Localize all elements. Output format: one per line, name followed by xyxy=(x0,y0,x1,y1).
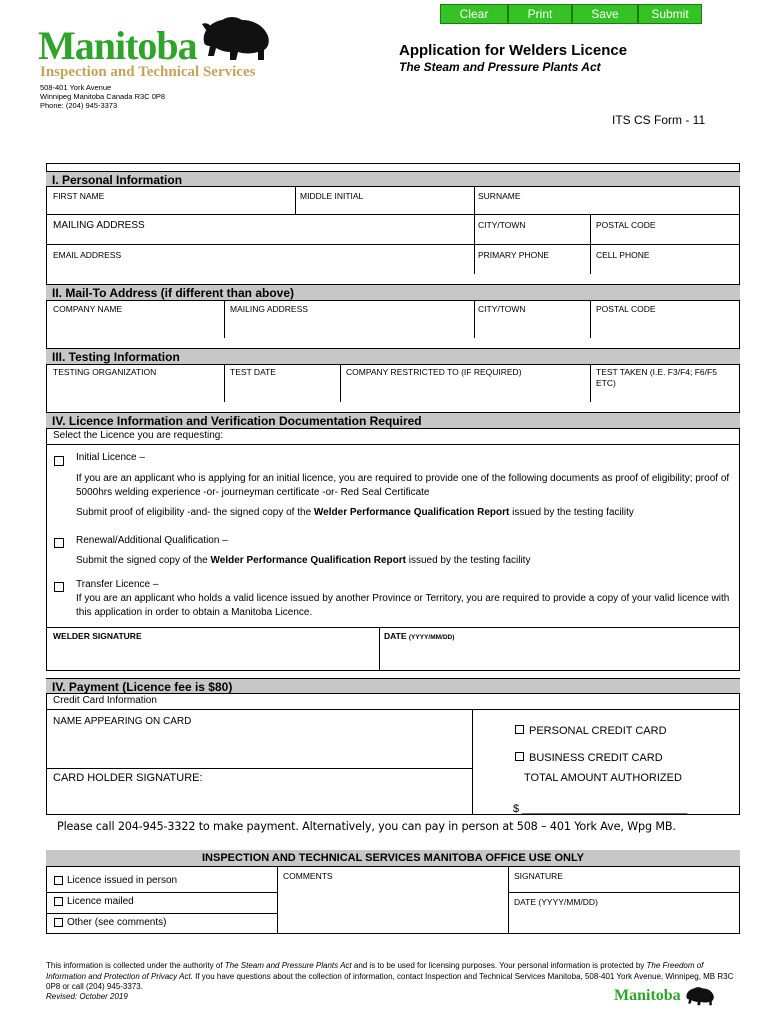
transfer-label: Transfer Licence – xyxy=(76,579,159,590)
renewal-submit: Submit the signed copy of the Welder Performance Qualification Report issued by the testing facility xyxy=(76,555,531,566)
name-on-card-field[interactable]: NAME APPEARING ON CARD xyxy=(53,716,192,727)
divider xyxy=(474,301,475,338)
signature-date-field[interactable]: DATE (YYYY/MM/DD) xyxy=(384,631,455,641)
company-restricted-field[interactable]: COMPANY RESTRICTED TO (IF REQUIRED) xyxy=(346,367,522,377)
initial-licence-submit: Submit proof of eligibility -and- the signed copy of the Welder Performance Qualification Report issued by the testing facility xyxy=(76,507,634,518)
credit-card-info-text: Credit Card Information xyxy=(53,695,157,706)
renewal-checkbox[interactable] xyxy=(54,538,64,548)
divider xyxy=(46,913,277,914)
personal-card-checkbox[interactable] xyxy=(515,725,524,734)
card-holder-signature-field[interactable]: CARD HOLDER SIGNATURE: xyxy=(53,772,203,784)
address-line-2: Winnipeg Manitoba Canada R3C 0P8 xyxy=(40,92,166,101)
transfer-desc: If you are an applicant who holds a valid licence issued by another Province or Territory, you are required to provide a copy of your valid licence with this application in order to obtain a Manitoba Licence. xyxy=(76,593,730,618)
divider xyxy=(224,301,225,338)
section-mailto-heading: II. Mail-To Address (if different than above) xyxy=(46,284,740,301)
issued-in-person-label: Licence issued in person xyxy=(67,875,178,886)
select-licence-text: Select the Licence you are requesting: xyxy=(53,430,224,441)
office-signature-field[interactable]: SIGNATURE xyxy=(514,871,563,881)
divider xyxy=(46,244,740,245)
revised-date: Revised: October 2019 xyxy=(46,992,128,1001)
total-amount-label: TOTAL AMOUNT AUTHORIZED xyxy=(524,772,682,784)
footer-bison-icon xyxy=(684,985,716,1007)
issued-in-person-checkbox[interactable] xyxy=(54,876,63,885)
personal-card-label: PERSONAL CREDIT CARD xyxy=(529,725,667,737)
business-card-checkbox[interactable] xyxy=(515,752,524,761)
phone-line: Phone: (204) 945-3373 xyxy=(40,101,118,110)
clear-button[interactable]: Clear xyxy=(440,4,508,24)
postal-code-field[interactable]: POSTAL CODE xyxy=(596,220,656,230)
divider xyxy=(46,892,277,893)
mailto-postal-field[interactable]: POSTAL CODE xyxy=(596,304,656,314)
divider xyxy=(340,365,341,402)
divider xyxy=(590,365,591,402)
other-label: Other (see comments) xyxy=(67,917,167,928)
form-number: ITS CS Form - 11 xyxy=(612,113,706,127)
bison-logo-icon xyxy=(198,12,274,64)
mailto-city-field[interactable]: CITY/TOWN xyxy=(478,304,526,314)
section-licence-heading: IV. Licence Information and Verification Documentation Required xyxy=(46,412,740,429)
divider xyxy=(472,709,473,815)
footer-logo-text: Manitoba xyxy=(614,987,681,1004)
mailed-label: Licence mailed xyxy=(67,896,134,907)
divider xyxy=(508,892,740,893)
org-name: Inspection and Technical Services xyxy=(40,64,256,80)
welder-signature-field[interactable]: WELDER SIGNATURE xyxy=(53,631,142,641)
divider xyxy=(590,301,591,338)
divider xyxy=(46,709,740,710)
divider xyxy=(379,627,380,671)
form-subtitle: The Steam and Pressure Plants Act xyxy=(399,60,601,74)
renewal-label: Renewal/Additional Qualification – xyxy=(76,535,228,546)
comments-field[interactable]: COMMENTS xyxy=(283,871,333,881)
divider xyxy=(46,627,740,628)
address-line-1: 508-401 York Avenue xyxy=(40,83,112,92)
divider xyxy=(46,214,740,215)
total-amount-field[interactable]: $ ___________________________ xyxy=(513,803,688,815)
divider xyxy=(295,187,296,214)
office-use-heading: INSPECTION AND TECHNICAL SERVICES MANITOBA OFFICE USE ONLY xyxy=(46,850,740,867)
initial-licence-desc: If you are an applicant who is applying for an initial licence, you are required to provide one of the following documents as proof of eligibility; proof of 5000hrs welding experience -or- journeyman certificate -or- Red Seal Certificate xyxy=(76,473,730,498)
section-testing-heading: III. Testing Information xyxy=(46,348,740,365)
section-payment-heading: IV. Payment (Licence fee is $80) xyxy=(46,678,740,694)
manitoba-logo-text: Manitoba xyxy=(38,23,197,68)
middle-initial-field[interactable]: MIDDLE INITIAL xyxy=(300,191,364,201)
submit-button[interactable]: Submit xyxy=(638,4,702,24)
cell-phone-field[interactable]: CELL PHONE xyxy=(596,250,650,260)
office-date-field[interactable]: DATE (YYYY/MM/DD) xyxy=(514,897,598,907)
other-checkbox[interactable] xyxy=(54,918,63,927)
primary-phone-field[interactable]: PRIMARY PHONE xyxy=(478,250,550,260)
section-personal-heading: I. Personal Information xyxy=(46,171,740,187)
business-card-label: BUSINESS CREDIT CARD xyxy=(529,752,663,764)
test-date-field[interactable]: TEST DATE xyxy=(230,367,276,377)
transfer-checkbox[interactable] xyxy=(54,582,64,592)
save-button[interactable]: Save xyxy=(572,4,638,24)
initial-licence-label: Initial Licence – xyxy=(76,452,145,463)
testing-org-field[interactable]: TESTING ORGANIZATION xyxy=(53,367,157,377)
mailing-address-field[interactable]: MAILING ADDRESS xyxy=(53,220,145,231)
payment-notice: Please call 204-945-3322 to make payment. Alternatively, you can pay in person at 508 – 401 York Ave, Wpg MB. xyxy=(57,820,676,833)
divider xyxy=(277,867,278,934)
divider xyxy=(46,444,740,445)
email-field[interactable]: EMAIL ADDRESS xyxy=(53,250,122,260)
company-name-field[interactable]: COMPANY NAME xyxy=(53,304,123,314)
initial-licence-checkbox[interactable] xyxy=(54,456,64,466)
divider xyxy=(46,768,472,769)
divider xyxy=(224,365,225,402)
surname-field[interactable]: SURNAME xyxy=(478,191,521,201)
city-field[interactable]: CITY/TOWN xyxy=(478,220,526,230)
divider xyxy=(508,867,509,934)
mailto-address-field[interactable]: MAILING ADDRESS xyxy=(230,304,308,314)
first-name-field[interactable]: FIRST NAME xyxy=(53,191,105,201)
privacy-footer: This information is collected under the authority of The Steam and Pressure Plants Act and is to be used for licensing purposes. Your personal information is protected by The Freedom of Information and Protection of Privacy Act. If you have questions about the collection of information, contact Inspection and Technical Services Manitoba, 508-401 York Avenue, Winnipeg, MB R3C 0P8 or call (204) 945-3373. xyxy=(46,961,734,991)
divider xyxy=(474,187,475,274)
mailed-checkbox[interactable] xyxy=(54,897,63,906)
test-taken-field[interactable]: TEST TAKEN (I.E. F3/F4; F6/F5 ETC) xyxy=(596,367,717,388)
print-button[interactable]: Print xyxy=(508,4,572,24)
form-title: Application for Welders Licence xyxy=(399,42,628,59)
